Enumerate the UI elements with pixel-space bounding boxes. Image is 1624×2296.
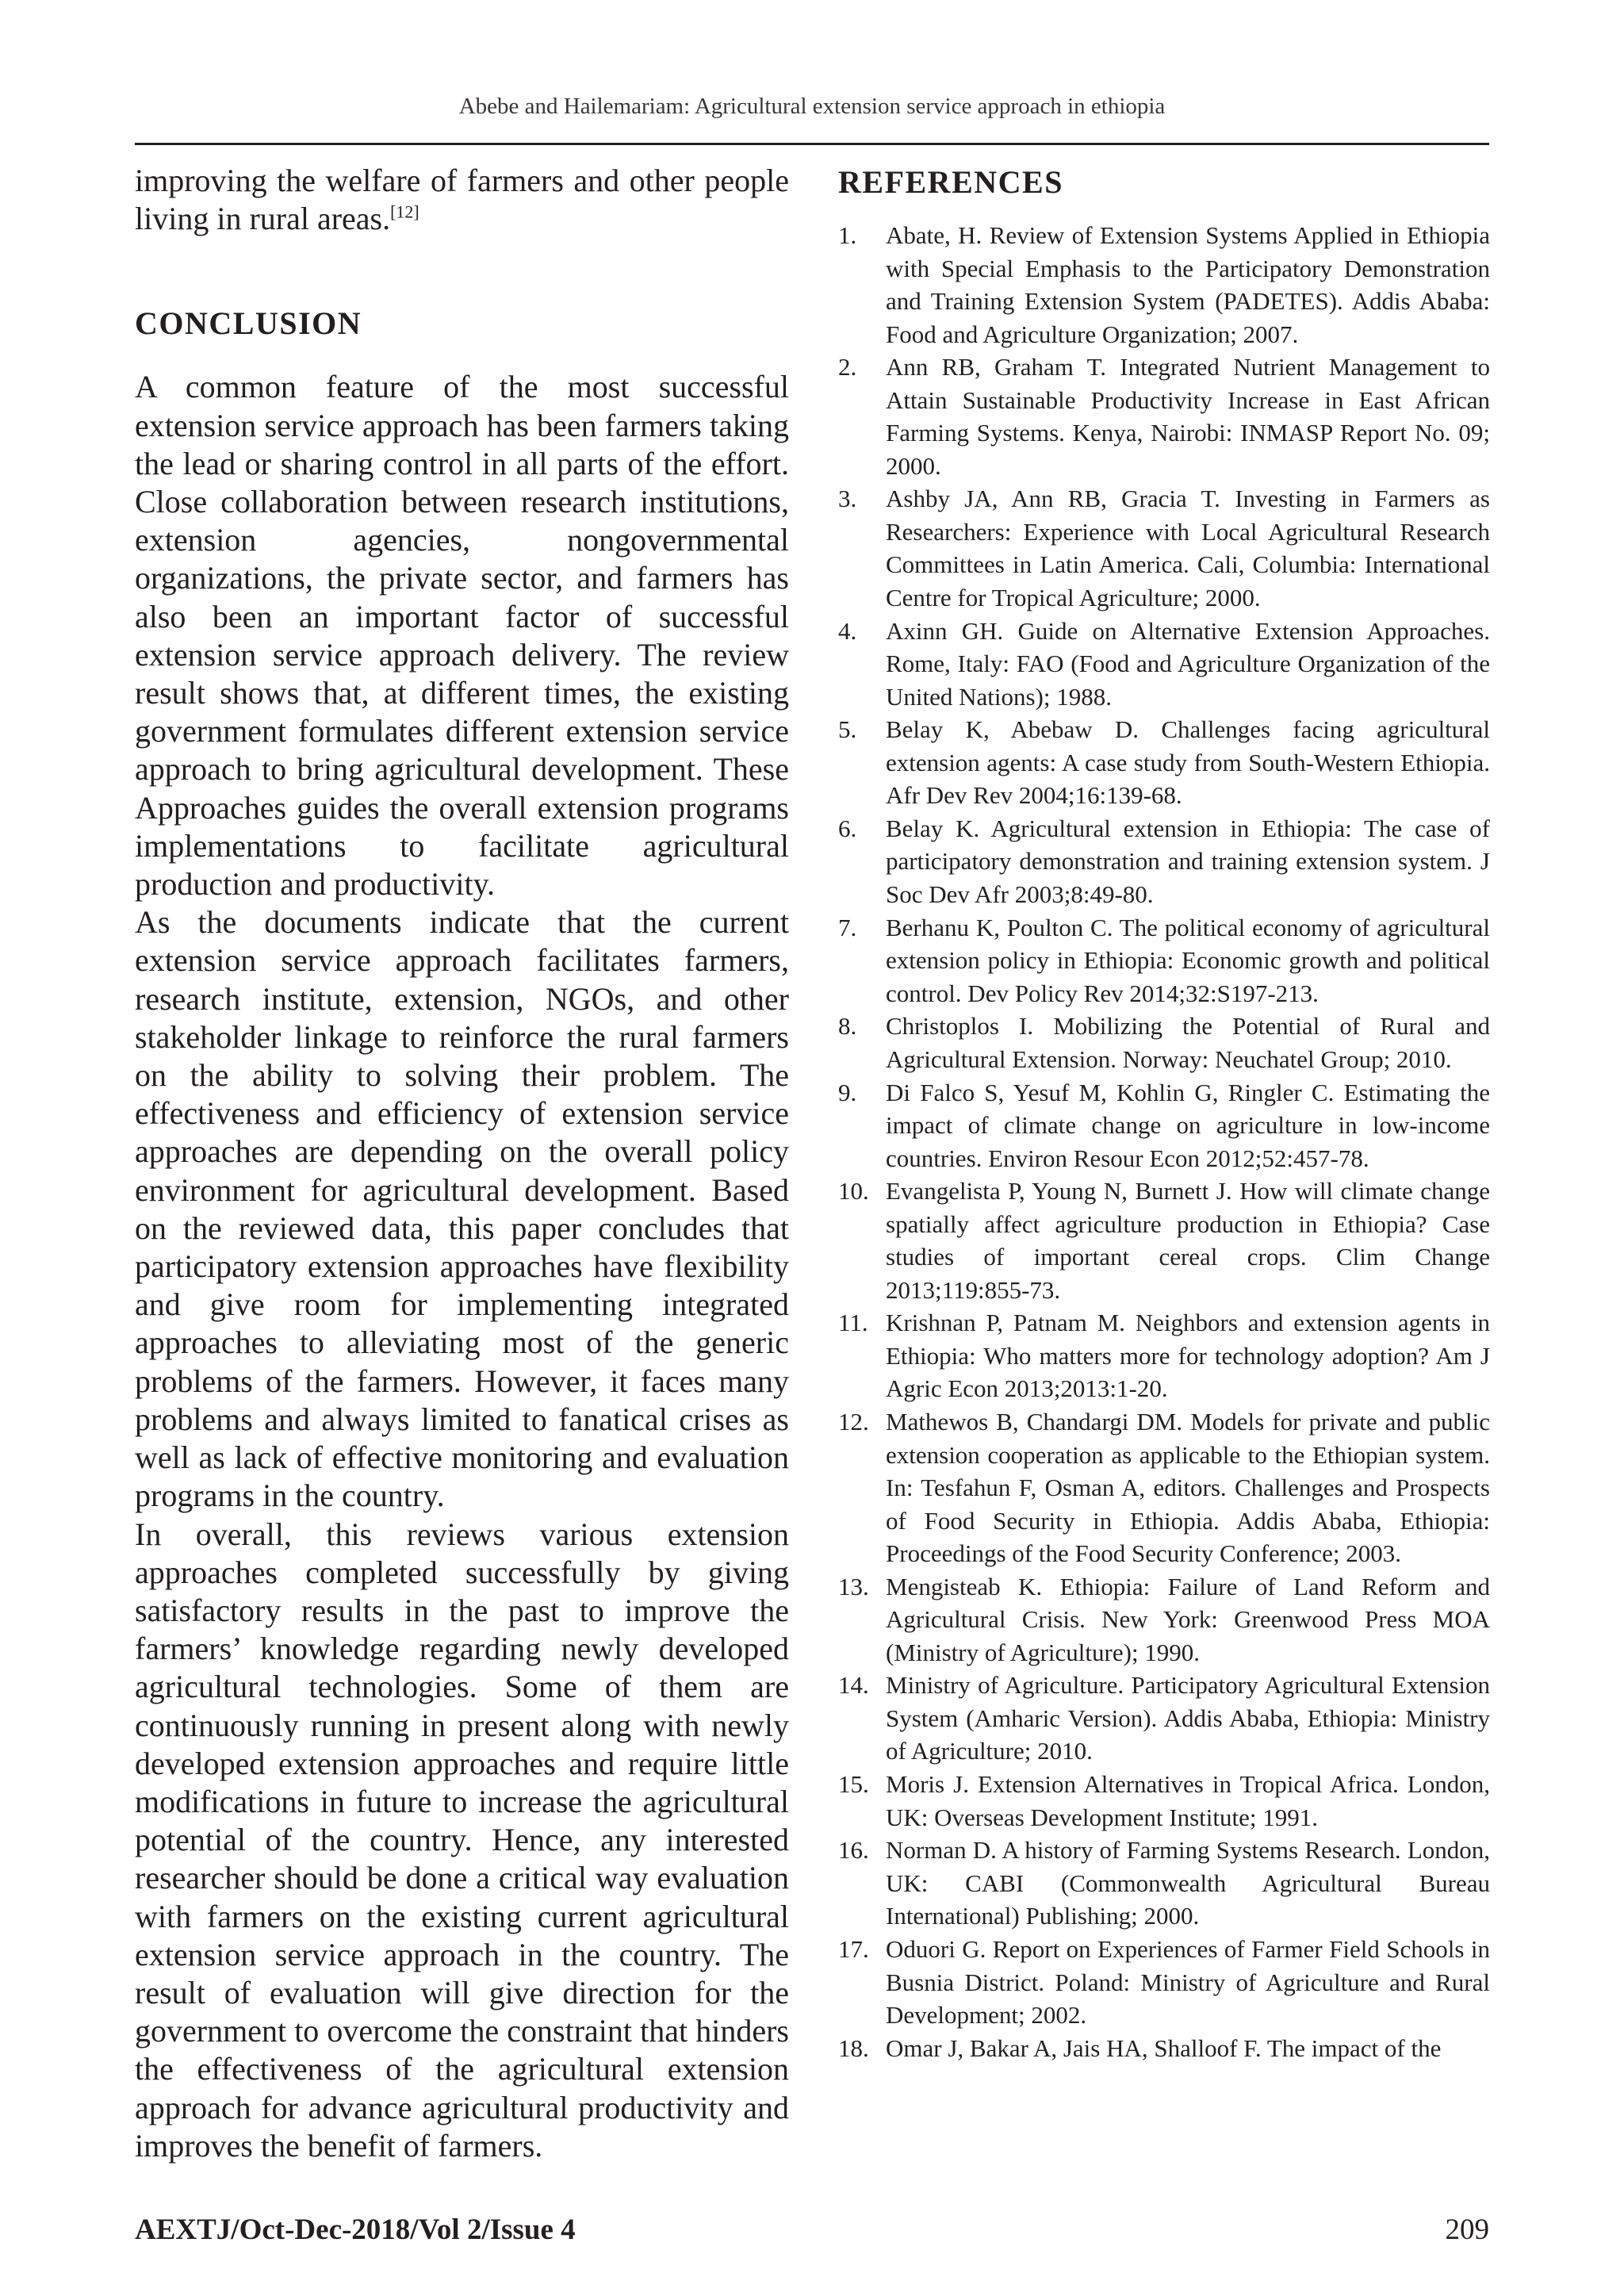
reference-text: Di Falco S, Yesuf M, Kohlin G, Ringler C. Estimating the impact of climate change on agriculture in low-income countries. Environ Resour Econ 2012;52:457-78. — [886, 1078, 1490, 1172]
reference-text: Moris J. Extension Alternatives in Tropical Africa. London, UK: Overseas Development Institute; 1991. — [886, 1770, 1490, 1831]
reference-item — [838, 1175, 1490, 1306]
reference-number: 17. — [838, 1935, 869, 1963]
right-column — [838, 162, 1490, 2064]
reference-text: Christoplos I. Mobilizing the Potential of Rural and Agricultural Extension. Norway: Neuchatel Group; 2010. — [886, 1012, 1490, 1073]
reference-number: 16. — [838, 1836, 869, 1865]
reference-number: 9. — [838, 1078, 857, 1106]
intro-text: improving the welfare of farmers and other people living in rural areas. — [135, 163, 789, 237]
running-head: Abebe and Hailemariam: Agricultural extension service approach in ethiopia — [458, 94, 1166, 119]
reference-number: 2. — [838, 353, 857, 381]
reference-item — [838, 482, 1490, 614]
reference-number: 1. — [838, 221, 857, 249]
reference-text: Belay K. Agricultural extension in Ethiopia: The case of participatory demonstration and training extension system. J Soc Dev Afr 2003;8:49-80. — [886, 814, 1490, 908]
left-column — [135, 162, 789, 2165]
reference-text: Omar J, Bakar A, Jais HA, Shalloof F. The impact of the — [886, 2033, 1442, 2062]
footer-page-number: 209 — [1445, 2214, 1489, 2246]
reference-text: Ministry of Agriculture. Participatory Agricultural Extension System (Amharic Version). Addis Ababa, Ethiopia: Ministry of Agriculture; 2010. — [886, 1671, 1490, 1765]
reference-item — [838, 911, 1490, 1010]
reference-number: 14. — [838, 1671, 869, 1700]
reference-item — [838, 2032, 1490, 2065]
reference-item — [838, 713, 1490, 812]
reference-text: Oduori G. Report on Experiences of Farmer Field Schools in Busnia District. Poland: Ministry of Agriculture and Rural Development; 2002. — [886, 1935, 1490, 2029]
reference-item — [838, 1834, 1490, 1933]
conclusion-paragraph-3: In overall, this reviews various extension approaches completed successfully by giving satisfactory results in the past to improve the farmers’ knowledge regarding newly developed agricultural technologies. Some of them are continuously running in present along with newly developed extension approaches and require little modifications in future to increase the agricultural potential of the country. Hence, any interested researcher should be done a critical way evaluation with farmers on the existing current agricultural extension service approach in the country. The result of evaluation will give direction for the government to overcome the constraint that hinders the effectiveness of the agricultural extension approach for advance agricultural productivity and improves the benefit of farmers. — [135, 1516, 789, 2164]
reference-text: Berhanu K, Poulton C. The political economy of agricultural extension policy in Ethiopia: Economic growth and political control. Dev Policy Rev 2014;32:S197-213. — [886, 913, 1490, 1007]
reference-item — [838, 1669, 1490, 1768]
reference-number: 4. — [838, 616, 857, 645]
reference-number: 3. — [838, 485, 857, 513]
reference-text: Abate, H. Review of Extension Systems Applied in Ethiopia with Special Emphasis to the Participatory Demonstration and Training Extension System (PADETES). Addis Ababa: Food and Agriculture Organization; 2007. — [886, 221, 1490, 348]
reference-number: 7. — [838, 913, 857, 941]
reference-text: Axinn GH. Guide on Alternative Extension Approaches. Rome, Italy: FAO (Food and Agriculture Organization of the United Nations); 1988. — [886, 616, 1490, 711]
reference-item — [838, 1768, 1490, 1834]
intro-paragraph — [135, 162, 789, 238]
reference-number: 10. — [838, 1177, 869, 1205]
reference-text: Mengisteab K. Ethiopia: Failure of Land Reform and Agricultural Crisis. New York: Greenwood Press MOA (Ministry of Agriculture); 1990. — [886, 1572, 1490, 1666]
reference-text: Krishnan P, Patnam M. Neighbors and extension agents in Ethiopia: Who matters more for technology adoption? Am J Agric Econ 2013;2013:1-20. — [886, 1309, 1490, 1403]
conclusion-heading: CONCLUSION — [135, 305, 362, 342]
reference-number: 15. — [838, 1770, 869, 1799]
reference-item — [838, 1405, 1490, 1570]
reference-item — [838, 351, 1490, 482]
footer-journal-info: AEXTJ/Oct-Dec-2018/Vol 2/Issue 4 — [135, 2214, 576, 2246]
reference-item — [838, 812, 1490, 911]
reference-item — [838, 615, 1490, 714]
reference-text: Ashby JA, Ann RB, Gracia T. Investing in Farmers as Researchers: Experience with Local Agricultural Research Committees in Latin America. Cali, Columbia: International Centre for Tropical Agriculture; 2000. — [886, 485, 1490, 611]
reference-number: 13. — [838, 1572, 869, 1600]
reference-number: 5. — [838, 715, 857, 744]
conclusion-paragraph-1: A common feature of the most successful extension service approach has been farmers taking the lead or sharing control in all parts of the effort. Close collaboration between research institutions, extension agencies, nongovernmental organizations, the private sector, and farmers has also been an important factor of successful extension service approach delivery. The review result shows that, at different times, the existing government formulates different extension service approach to bring agricultural development. These Approaches guides the overall extension programs implementations to facilitate agricultural production and productivity. — [135, 369, 789, 903]
reference-number: 12. — [838, 1408, 869, 1436]
reference-item — [838, 1570, 1490, 1669]
reference-number: 6. — [838, 814, 857, 842]
reference-item — [838, 219, 1490, 351]
reference-number: 8. — [838, 1012, 857, 1041]
reference-text: Mathewos B, Chandargi DM. Models for private and public extension cooperation as applicable to the Ethiopian system. In: Tesfahun F, Osman A, editors. Challenges and Prospects of Food Security in Ethiopia. Addis Ababa, Ethiopia: Proceedings of the Food Security Conference; 2003. — [886, 1408, 1490, 1568]
reference-text: Ann RB, Graham T. Integrated Nutrient Management to Attain Sustainable Productivity Increase in East African Farming Systems. Kenya, Nairobi: INMASP Report No. 09; 2000. — [886, 353, 1490, 480]
conclusion-paragraph-2: As the documents indicate that the current extension service approach facilitates farmers, research institute, extension, NGOs, and other stakeholder linkage to reinforce the rural farmers on the ability to solving their problem. The effectiveness and efficiency of extension service approaches are depending on the overall policy environment for agricultural development. Based on the reviewed data, this paper concludes that participatory extension approaches have flexibility and give room for implementing integrated approaches to alleviating most of the generic problems of the farmers. However, it faces many problems and always limited to fanatical crises as well as lack of effective monitoring and evaluation programs in the country. — [135, 904, 789, 1514]
reference-item — [838, 1076, 1490, 1175]
header-rule — [135, 143, 1489, 145]
reference-number: 11. — [838, 1309, 868, 1337]
reference-item — [838, 1010, 1490, 1075]
references-heading: REFERENCES — [838, 164, 1063, 200]
references-list — [838, 219, 1490, 2064]
reference-text: Norman D. A history of Farming Systems Research. London, UK: CABI (Commonwealth Agricultural Bureau International) Publishing; 2000. — [886, 1836, 1490, 1930]
reference-item — [838, 1933, 1490, 2032]
reference-number: 18. — [838, 2033, 869, 2062]
intro-citation: [12] — [390, 201, 419, 222]
reference-item — [838, 1306, 1490, 1405]
reference-text: Belay K, Abebaw D. Challenges facing agricultural extension agents: A case study from South-Western Ethiopia. Afr Dev Rev 2004;16:139-68. — [886, 715, 1490, 810]
reference-text: Evangelista P, Young N, Burnett J. How will climate change spatially affect agriculture production in Ethiopia? Case studies of important cereal crops. Clim Change 2013;119:855-73. — [886, 1177, 1490, 1304]
